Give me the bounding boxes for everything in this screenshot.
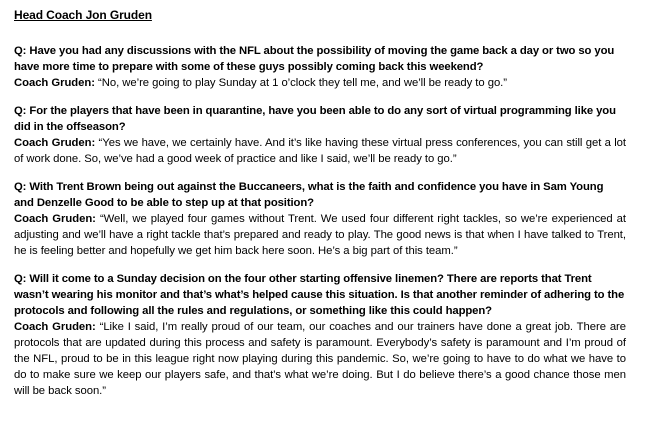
document-title: Head Coach Jon Gruden bbox=[14, 8, 152, 22]
answer-paragraph bbox=[14, 75, 626, 91]
question-text: Q: With Trent Brown being out against the Buccaneers, what is the faith and confidence you have in Sam Young and Denzelle Good to be able to step up at that position? bbox=[14, 181, 604, 209]
answer-paragraph bbox=[14, 319, 626, 399]
qa-block bbox=[14, 179, 626, 259]
speaker-label: Coach Gruden: bbox=[14, 321, 96, 333]
answer-paragraph bbox=[14, 135, 626, 167]
question-text: Q: Have you had any discussions with the NFL about the possibility of moving the game back a day or two so you have more time to prepare with some of these guys possibly coming back this weekend? bbox=[14, 45, 615, 73]
qa-block bbox=[14, 271, 626, 399]
speaker-label: Coach Gruden: bbox=[14, 213, 96, 225]
speaker-label: Coach Gruden: bbox=[14, 77, 95, 89]
question-text: Q: Will it come to a Sunday decision on the four other starting offensive linemen? There are reports that Trent wasn’t wearing his monitor and that’s what’s helped cause this situation. Is that another reminder of adhering to the protocols and following all the rules and regulations, or something like this could happen? bbox=[14, 273, 625, 317]
answer-text: “Well, we played four games without Trent. We used four different right tackles, so we’re experienced at adjusting and we’ll have a right tackle that’s prepared and ready to play. The good news is that when I have talked to Trent, he is feeling better and hopefully we get him back here soon. He’s a big part of this team.” bbox=[14, 213, 626, 257]
question-text: Q: For the players that have been in quarantine, have you been able to do any sort of virtual programming like you did in the offseason? bbox=[14, 105, 616, 133]
answer-text: “Yes we have, we certainly have. And it’s like having these virtual press conferences, you can still get a lot of work done. So, we’ve had a good week of practice and like I said, we’ll be ready to go.” bbox=[14, 137, 626, 165]
answer-text: “Like I said, I’m really proud of our team, our coaches and our trainers have done a great job. There are protocols that are updated during this process and safety is paramount. Everybody’s safety is paramount and I’m proud of the NFL, proud to be in this league right now playing during this pandemic. So, we’re going to have to do what we have to do to make sure we keep our players safe, and that’s what we’re doing. But I do believe there’s a good chance those men will be back soon.” bbox=[14, 321, 626, 397]
answer-text: “No, we’re going to play Sunday at 1 o’clock they tell me, and we’ll be ready to go.” bbox=[98, 77, 507, 89]
qa-block bbox=[14, 43, 626, 91]
answer-paragraph bbox=[14, 211, 626, 259]
speaker-label: Coach Gruden: bbox=[14, 137, 96, 149]
qa-block bbox=[14, 103, 626, 167]
